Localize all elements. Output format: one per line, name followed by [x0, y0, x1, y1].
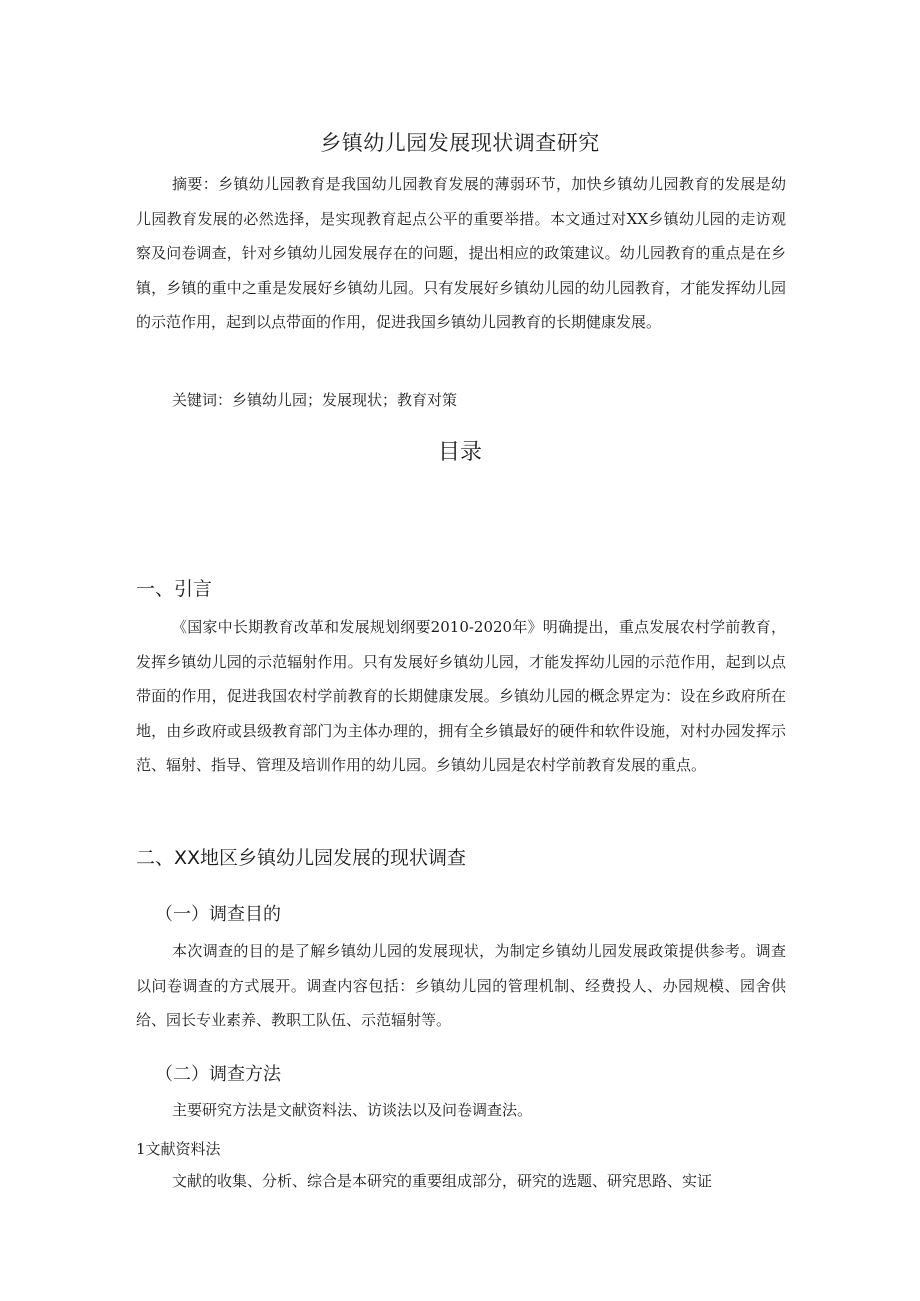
purpose-paragraph: 本次调查的目的是了解乡镇幼儿园的发展现状，为制定乡镇幼儿园发展政策提供参考。调查以问卷调查的方式展开。调查内容包括：乡镇幼儿园的管理机制、经费投人、办园规模、园舍供给、园长专业素养、教职工队伍、示范辐射等。: [136, 942, 786, 1029]
toc-title: 目录: [437, 440, 482, 465]
method-paragraph: 主要研究方法是文献资料法、访谈法以及问卷调查法。: [172, 1101, 533, 1119]
section-heading-introduction: 一、引言: [136, 578, 213, 600]
method-item-paragraph: 文献的收集、分析、综合是本研究的重要组成部分，研究的选题、研究思路、实证: [172, 1172, 713, 1190]
abstract-paragraph: 摘要：乡镇幼儿园教育是我国幼儿园教育发展的薄弱环节，加快乡镇幼儿园教育的发展是幼儿园教育发展的必然选择，是实现教育起点公平的重要举措。本文通过对XX乡镇幼儿园的走访观察及问卷调查，针对乡镇幼儿园发展存在的问题，提出相应的政策建议。幼儿园教育的重点是在乡镇，乡镇的重中之重是发展好乡镇幼儿园。只有发展好乡镇幼儿园的幼儿园教育，才能发挥幼儿园的示范作用，起到以点带面的作用，促进我国乡镇幼儿园教育的长期健康发展。: [136, 175, 786, 331]
introduction-paragraph: 《国家中长期教育改革和发展规划纲要2010-2020年》明确提出，重点发展农村学前教育，发挥乡镇幼儿园的示范辐射作用。只有发展好乡镇幼儿园，才能发挥幼儿园的示范作用，起到以点带面的作用，促进我国农村学前教育的长期健康发展。乡镇幼儿园的概念界定为：设在乡政府所在地，由乡政府或县级教育部门为主体办理的，拥有全乡镇最好的硬件和软件设施，对村办园发挥示范、辐射、指导、管理及培训作用的幼儿园。乡镇幼儿园是农村学前教育发展的重点。: [136, 618, 786, 774]
document-title: 乡镇幼儿园发展现状调查研究: [320, 131, 600, 155]
keywords-line: 关键词：乡镇幼儿园；发展现状；教育对策: [172, 391, 458, 409]
subsection-heading-purpose: （一）调查目的: [155, 904, 281, 925]
section-heading-survey: 二、XX地区乡镇幼儿园发展的现状调查: [136, 847, 467, 869]
subsection-heading-method: （二）调查方法: [155, 1064, 281, 1085]
method-item-heading: 1文献资料法: [136, 1140, 221, 1158]
